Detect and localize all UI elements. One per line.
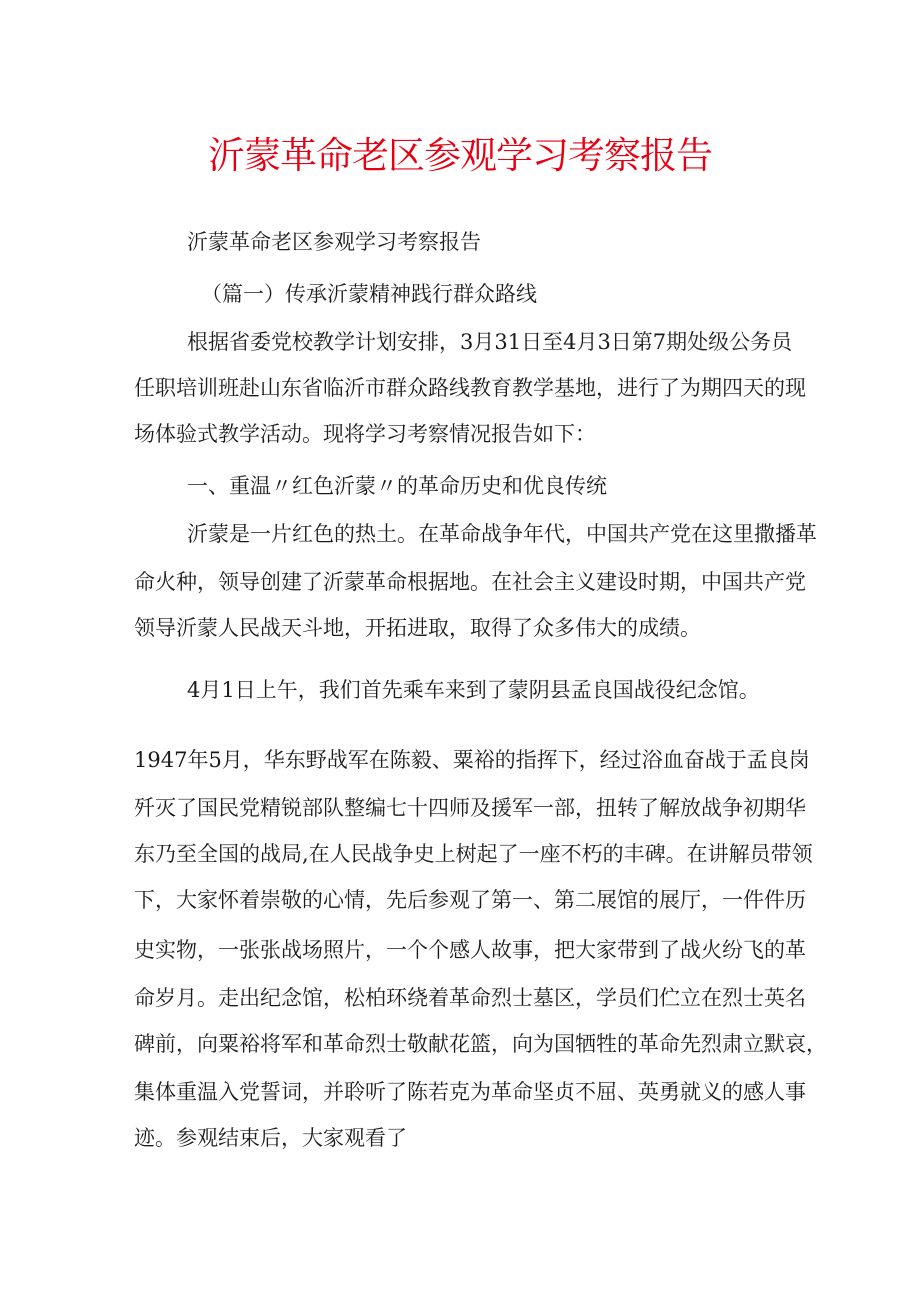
paragraph-line: 任职培训班赴山东省临沂市群众路线教育教学基地，进行了为期四天的现: [134, 376, 806, 400]
paragraph-line: 领导沂蒙人民战天斗地，开拓进取，取得了众多伟大的成绩。: [134, 616, 701, 640]
paragraph-line: 4月1日上午，我们首先乘车来到了蒙阴县孟良国战役纪念馆。: [187, 678, 760, 702]
paragraph-line: 根据省委党校教学计划安排，3月31日至4月3日第7期处级公务员: [187, 330, 793, 354]
paragraph-line: 下，大家怀着崇敬的心情，先后参观了第一、第二展馆的展厅，一件件历: [134, 888, 806, 912]
document-subtitle: 沂蒙革命老区参观学习考察报告: [187, 230, 481, 254]
paragraph-line: 命岁月。走出纪念馆，松柏环绕着革命烈士墓区，学员们伫立在烈士英名: [134, 986, 806, 1010]
paragraph-line: 迹。参观结束后，大家观看了: [134, 1126, 407, 1150]
paragraph-line: 场体验式教学活动。现将学习考察情况报告如下：: [134, 422, 596, 446]
paragraph-line: 命火种，领导创建了沂蒙革命根据地。在社会主义建设时期，中国共产党: [134, 570, 806, 594]
paragraph-line: 史实物，一张张战场照片，一个个感人故事，把大家带到了战火纷飞的革: [134, 938, 806, 962]
document-title: 沂蒙革命老区参观学习考察报告: [208, 134, 712, 177]
heading-1: 一、重温〃红色沂蒙〃的革命历史和优良传统: [187, 474, 607, 498]
paragraph-line: 集体重温入党誓词，并聆听了陈若克为革命坚贞不屈、英勇就义的感人事: [134, 1080, 806, 1104]
paragraph-line: 东乃至全国的战局,在人民战争史上树起了一座不朽的丰碑。在讲解员带领: [134, 842, 813, 866]
paragraph-line: 1947年5月，华东野战军在陈毅、粟裕的指挥下，经过浴血奋战于孟良岗: [134, 748, 810, 772]
paragraph-line: 歼灭了国民党精锐部队整编七十四师及援军一部，扭转了解放战争初期华: [134, 796, 806, 820]
paragraph-line: 碑前，向粟裕将军和革命烈士敬献花篮，向为国牺牲的革命先烈肃立默哀，: [134, 1032, 827, 1056]
section-heading: （篇一）传承沂蒙精神践行群众路线: [201, 282, 537, 306]
paragraph-line: 沂蒙是一片红色的热土。在革命战争年代，中国共产党在这里撒播革: [187, 522, 817, 546]
